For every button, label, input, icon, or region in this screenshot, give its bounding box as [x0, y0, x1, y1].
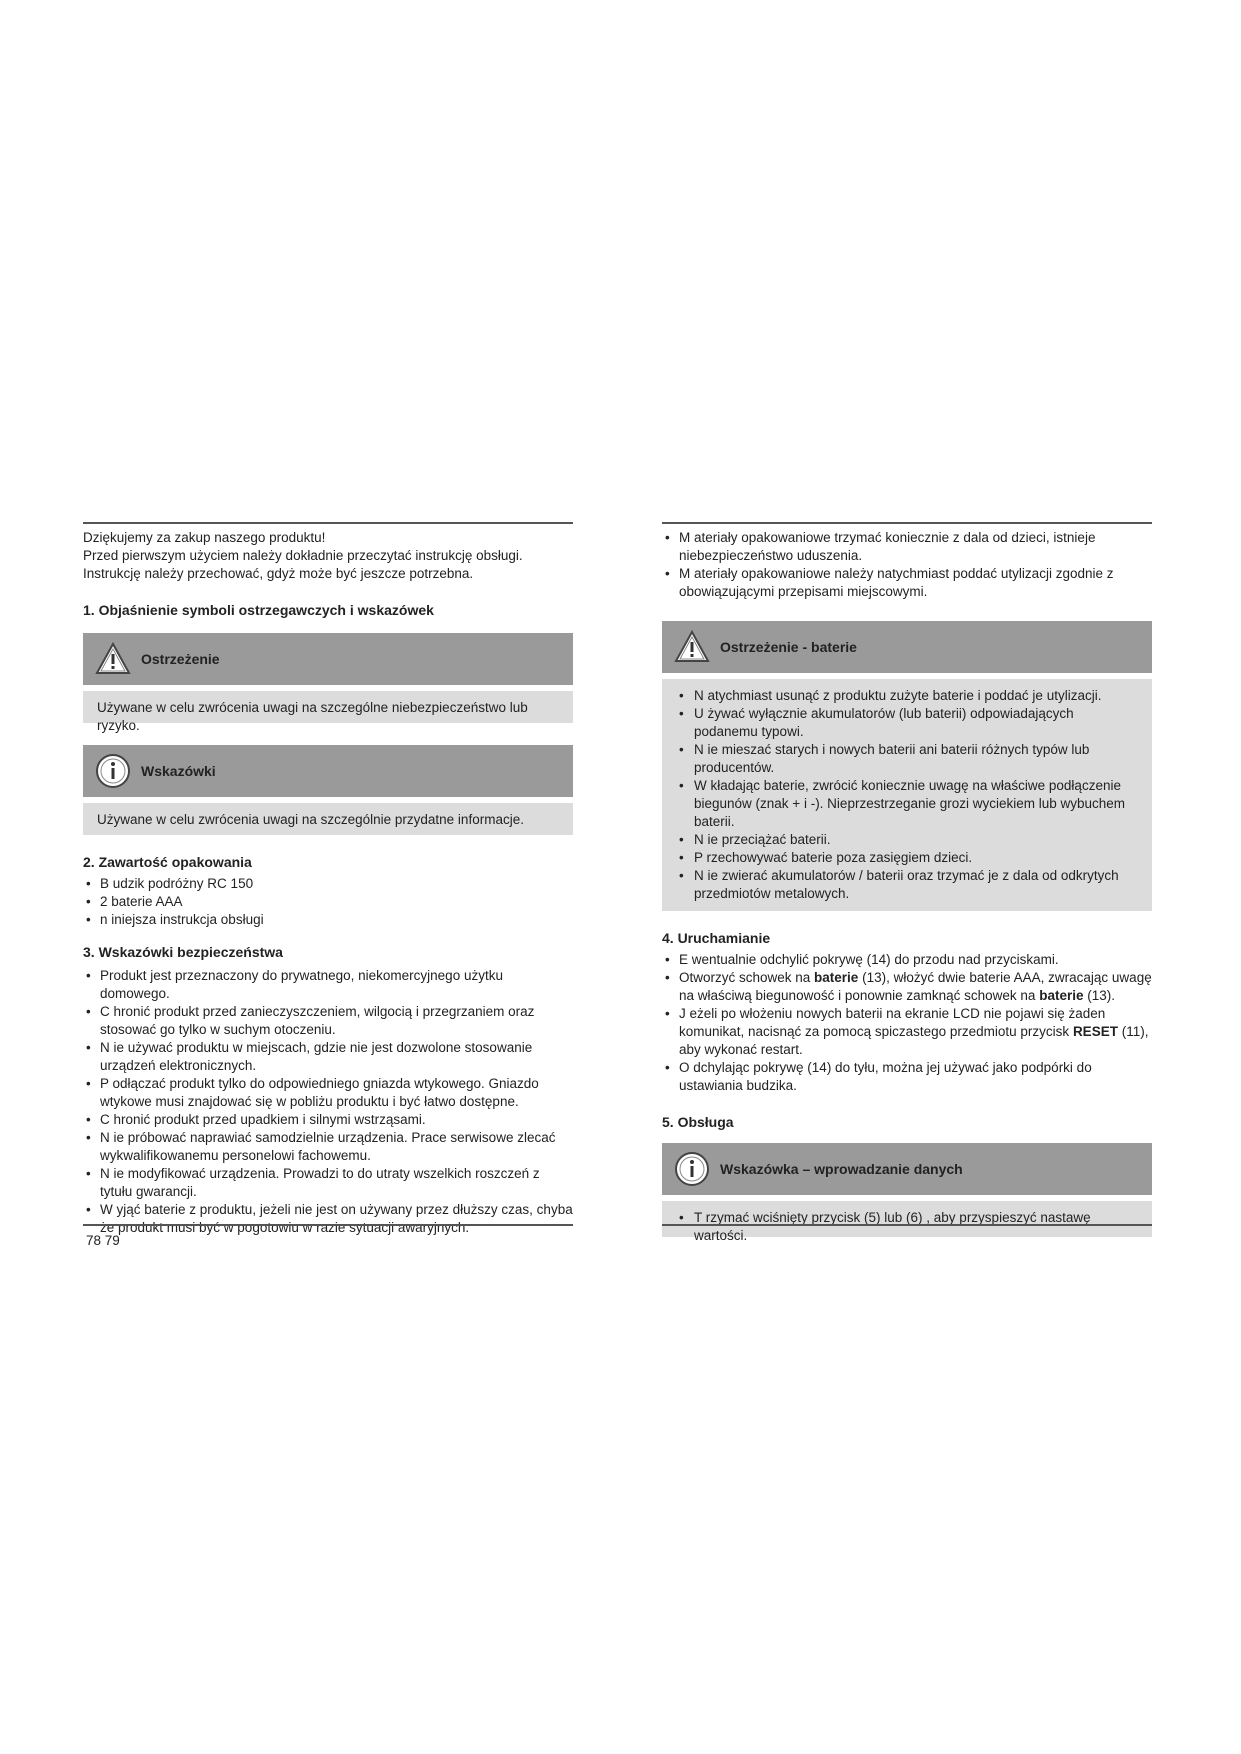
- info-icon: [674, 1151, 710, 1187]
- list-item: • N ie przeciążać baterii.: [676, 831, 1138, 849]
- bottom-rule-right: [662, 1224, 1152, 1226]
- list-item: • P rzechowywać baterie poza zasięgiem dzieci.: [676, 849, 1138, 867]
- warning-box-title: Ostrzeżenie: [141, 651, 220, 667]
- input-note-header: [662, 1143, 1152, 1195]
- warning-box-body: [83, 691, 573, 733]
- battery-warning-header: [662, 621, 1152, 673]
- battery-warning-box: [662, 621, 1152, 911]
- section1-title: 1. Objaśnienie symboli ostrzegawczych i wskazówek: [83, 602, 434, 618]
- list-item: • T rzymać wciśnięty przycisk (5) lub (6) , aby przyspieszyć nastawę wartości.: [676, 1209, 1138, 1245]
- list-item: • E wentualnie odchylić pokrywę (14) do przodu nad przyciskami.: [662, 951, 1152, 969]
- list-item: • N ie próbować naprawiać samodzielnie urządzenia. Prace serwisowe zlecać wykwalifikowanemu personelowi fachowemu.: [83, 1129, 573, 1165]
- warning-triangle-icon: [674, 629, 710, 665]
- list-item: [662, 1005, 1152, 1059]
- list-item: • N ie modyfikować urządzenia. Prowadzi to do utraty wszelkich roszczeń z tytułu gwarancji.: [83, 1165, 573, 1201]
- list-item: • 2 baterie AAA: [83, 893, 573, 911]
- safety-list: [83, 967, 573, 1237]
- note-box-text: Używane w celu zwrócenia uwagi na szczególnie przydatne informacje.: [97, 812, 524, 827]
- text-fragment: (13), włożyć dwie baterie AAA, zwracając uwagę na właściwą biegunowość i ponownie zamknąć schowek na: [679, 970, 1152, 1003]
- list-item: • C hronić produkt przed zanieczyszczeniem, wilgocią i przegrzaniem oraz stosować go tylko w suchym otoczeniu.: [83, 1003, 573, 1039]
- list-item: • B udzik podróżny RC 150: [83, 875, 573, 893]
- note-box: [83, 745, 573, 835]
- text-bold: baterie: [814, 970, 859, 985]
- list-item: • W kładając baterie, zwrócić koniecznie uwagę na właściwe podłączenie biegunów (znak + i -). Nieprzestrzeganie grozi wyciekiem lub wybuchem baterii.: [676, 777, 1138, 831]
- list-item: • N atychmiast usunąć z produktu zużyte baterie i poddać je utylizacji.: [676, 687, 1138, 705]
- list-item: • C hronić produkt przed upadkiem i silnymi wstrząsami.: [83, 1111, 573, 1129]
- text-fragment: (13).: [1083, 988, 1115, 1003]
- right-column: [662, 522, 1152, 1243]
- note-box-title: Wskazówki: [141, 763, 216, 779]
- package-contents-list: [83, 875, 573, 929]
- list-item: • M ateriały opakowaniowe należy natychmiast poddać utylizacji zgodnie z obowiązującymi przepisami miejscowymi.: [662, 565, 1152, 601]
- warning-box-text: Używane w celu zwrócenia uwagi na szczególne niebezpieczeństwo lub ryzyko.: [97, 700, 528, 733]
- list-item: • O dchylając pokrywę (14) do tyłu, można jej używać jako podpórki do ustawiania budzika.: [662, 1059, 1152, 1095]
- note-box-header: [83, 745, 573, 797]
- list-item: • n iniejsza instrukcja obsługi: [83, 911, 573, 929]
- section3-title: 3. Wskazówki bezpieczeństwa: [83, 944, 283, 960]
- startup-list: [662, 951, 1152, 1095]
- warning-box-header: [83, 633, 573, 685]
- list-item: • U żywać wyłącznie akumulatorów (lub baterii) odpowiadających podanemu typowi.: [676, 705, 1138, 741]
- text-fragment: (11), aby wykonać restart.: [679, 1024, 1149, 1057]
- input-note-list: [676, 1209, 1138, 1245]
- list-item: • W yjąć baterie z produktu, jeżeli nie jest on używany przez dłuższy czas, chyba że produkt musi być w pogotowiu w razie sytuacji awaryjnych.: [83, 1201, 573, 1237]
- list-item: • N ie zwierać akumulatorów / baterii oraz trzymać je z dala od odkrytych przedmiotów metalowych.: [676, 867, 1138, 903]
- list-item: • N ie używać produktu w miejscach, gdzie nie jest dozwolone stosowanie urządzeń elektronicznych.: [83, 1039, 573, 1075]
- packaging-list: [662, 524, 1152, 601]
- input-note-title: Wskazówka – wprowadzanie danych: [720, 1161, 963, 1177]
- list-item: • Produkt jest przeznaczony do prywatnego, niekomercyjnego użytku domowego.: [83, 967, 573, 1003]
- battery-warning-title: Ostrzeżenie - baterie: [720, 639, 857, 655]
- warning-triangle-icon: [95, 641, 131, 677]
- warning-box: [83, 633, 573, 733]
- bottom-rule-left: [83, 1224, 573, 1226]
- input-note-body: [662, 1201, 1152, 1243]
- text-bold: baterie: [1039, 988, 1084, 1003]
- list-item: • P odłączać produkt tylko do odpowiedniego gniazda wtykowego. Gniazdo wtykowe musi znajdować się w pobliżu produktu i być łatwo dostępne.: [83, 1075, 573, 1111]
- intro: [83, 524, 573, 583]
- note-box-body: [83, 803, 573, 835]
- list-item: • M ateriały opakowaniowe trzymać koniecznie z dala od dzieci, istnieje niebezpieczeństwo uduszenia.: [662, 529, 1152, 565]
- text-bold: RESET: [1072, 1024, 1118, 1039]
- section4-title: 4. Uruchamianie: [662, 930, 771, 946]
- list-item: • N ie mieszać starych i nowych baterii ani baterii różnych typów lub producentów.: [676, 741, 1138, 777]
- text-fragment: Otworzyć schowek na: [679, 970, 815, 985]
- left-column: [83, 522, 573, 1237]
- text-fragment: J eżeli po włożeniu nowych baterii na ekranie LCD nie pojawi się żaden komunikat, nacisnąć za pomocą spiczastego przedmiotu przycisk: [679, 1006, 1106, 1039]
- intro-thanks: Dziękujemy za zakup naszego produktu!: [83, 530, 326, 545]
- battery-warning-body: [662, 679, 1152, 911]
- intro-instructions: Przed pierwszym użyciem należy dokładnie przeczytać instrukcję obsługi. Instrukcję należy przechować, gdyż może być jeszcze potrzebna.: [83, 548, 523, 581]
- info-icon: [95, 753, 131, 789]
- battery-warning-list: [676, 687, 1138, 903]
- section5-title: 5. Obsługa: [662, 1114, 734, 1130]
- input-note-box: [662, 1143, 1152, 1243]
- section2-title: 2. Zawartość opakowania: [83, 854, 252, 870]
- page-numbers: 78 79: [86, 1233, 120, 1248]
- list-item: [662, 969, 1152, 1005]
